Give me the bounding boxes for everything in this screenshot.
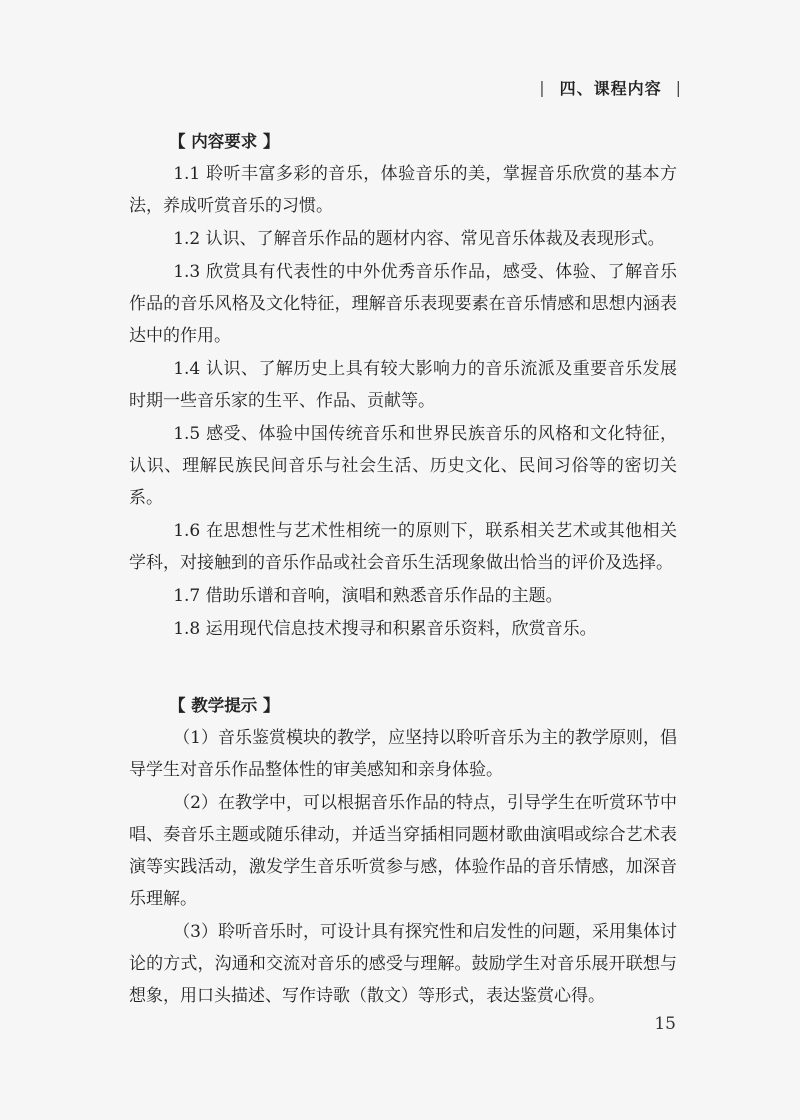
tip-item-3: （3）聆听音乐时，可设计具有探究性和启发性的问题，采用集体讨论的方式，沟通和交流对音乐的感受与理解。鼓励学生对音乐展开联想与想象，用口头描述、写作诗歌（散文）等形式，表达鉴赏心得。 [129,922,678,1006]
header-divider-left: | [539,78,546,97]
tip-item-2: （2）在教学中，可以根据音乐作品的特点，引导学生在听赏环节中唱、奏音乐主题或随乐律动，并适当穿插相同题材歌曲演唱或综合艺术表演等实践活动，激发学生音乐听赏参与感，体验作品的音乐情感，加深音乐理解。 [129,793,678,909]
requirement-item-1-8: 1.8 运用现代信息技术搜寻和积累音乐资料，欣赏音乐。 [173,619,597,639]
running-header [539,76,682,99]
section-spacer [129,646,677,690]
requirement-item-1-2: 1.2 认识、了解音乐作品的题材内容、常见音乐体裁及表现形式。 [173,229,665,249]
page-number: 15 [654,1014,676,1034]
requirements-heading-text: 【 内容要求 】 [169,132,280,151]
requirement-item-1-5: 1.5 感受、体验中国传统音乐和世界民族音乐的风格和文化特征，认识、理解民族民间音乐与社会生活、历史文化、民间习俗等的密切关系。 [129,424,677,508]
page-body [129,126,677,1013]
requirement-item-1-4: 1.4 认识、了解历史上具有较大影响力的音乐流派及重要音乐发展时期一些音乐家的生平、作品、贡献等。 [129,359,677,411]
requirement-item-1-7: 1.7 借助乐谱和音响，演唱和熟悉音乐作品的主题。 [173,586,563,606]
requirement-item-1-3: 1.3 欣赏具有代表性的中外优秀音乐作品，感受、体验、了解音乐作品的音乐风格及文化特征，理解音乐表现要素在音乐情感和思想内涵表达中的作用。 [129,262,677,346]
requirement-item-1-6: 1.6 在思想性与艺术性相统一的原则下，联系相关艺术或其他相关学科，对接触到的音乐作品或社会音乐生活现象做出恰当的评价及选择。 [129,521,677,573]
tips-heading [169,690,677,722]
requirement-item-1-1: 1.1 聆听丰富多彩的音乐，体验音乐的美，掌握音乐欣赏的基本方法，养成听赏音乐的习惯。 [129,164,677,216]
tip-item-1: （1）音乐鉴赏模块的教学，应坚持以聆听音乐为主的教学原则，倡导学生对音乐作品整体性的审美感知和亲身体验。 [129,728,678,780]
header-section-title: 四、课程内容 [559,79,662,98]
tips-heading-text: 【 教学提示 】 [169,696,280,715]
header-divider-right: | [675,78,682,97]
requirements-heading [169,126,677,158]
